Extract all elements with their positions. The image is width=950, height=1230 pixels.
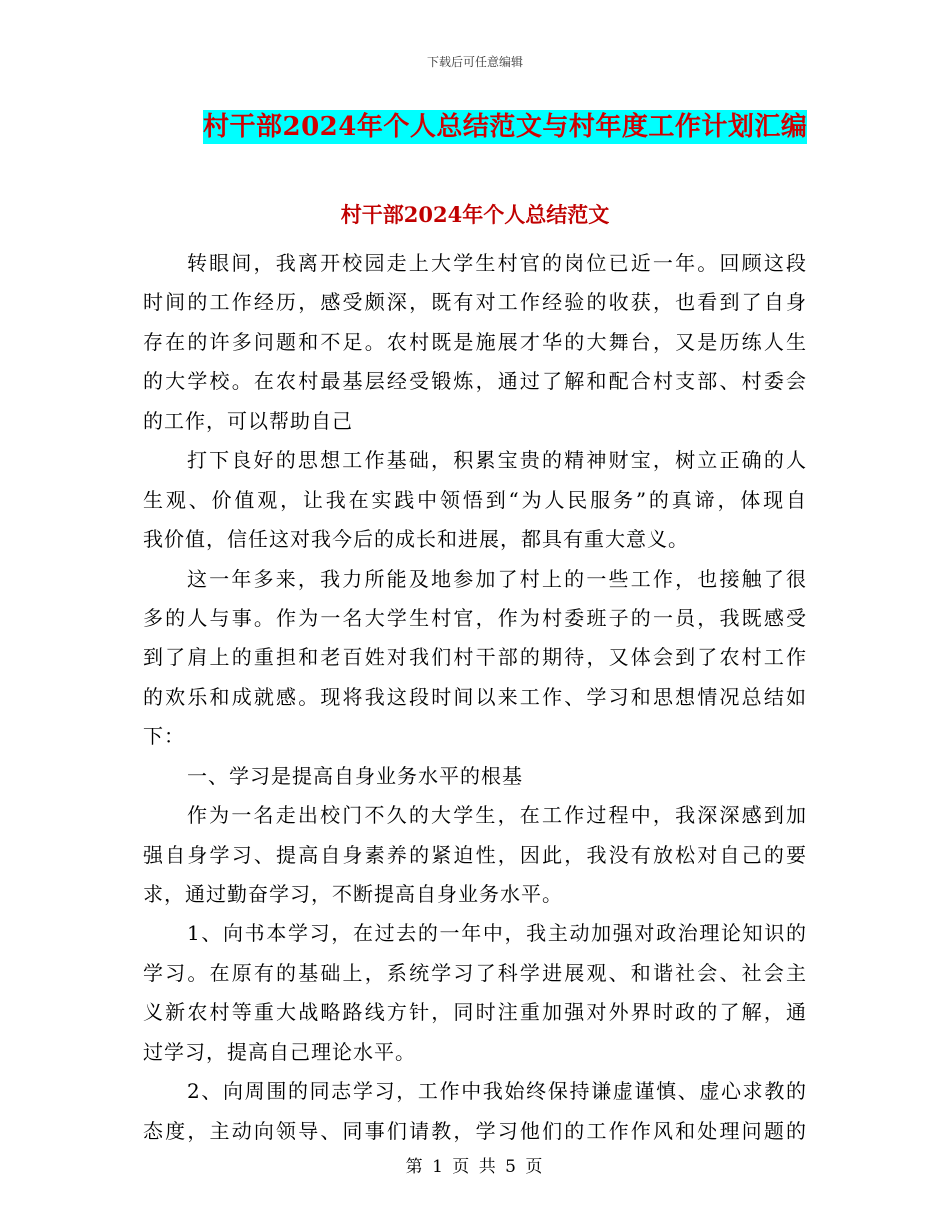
body-text xyxy=(143,244,807,1151)
body-line: 一、学习是提高自身业务水平的根基 xyxy=(187,763,523,788)
body-line: 打下良好的思想工作基础，积累宝贵的精神财宝，树立正确的人 xyxy=(187,448,807,473)
body-line: 过学习，提高自己理论水平。 xyxy=(143,1039,416,1064)
body-line: 转眼间，我离开校园走上大学生村官的岗位已近一年。回顾这段 xyxy=(187,251,807,275)
body-line: 存在的许多问题和不足。农村既是施展才华的大舞台，又是历练人生 xyxy=(143,329,807,354)
body-line: 这一年多来，我力所能及地参加了村上的一些工作，也接触了很 xyxy=(187,566,807,591)
body-line: 多的人与事。作为一名大学生村官，作为村委班子的一员，我既感受 xyxy=(143,605,807,630)
main-title-container xyxy=(203,110,807,144)
body-line: 作为一名走出校门不久的大学生，在工作过程中，我深深感到加 xyxy=(187,803,807,828)
page-footer: 第 1 页 共 5 页 xyxy=(405,1157,545,1177)
body-line: 态度，主动向领导、同事们请教，学习他们的工作作风和处理问题的 xyxy=(143,1118,807,1143)
body-line: 我价值，信任这对我今后的成长和进展，都具有重大意义。 xyxy=(143,527,689,552)
body-line: 生观、价值观，让我在实践中领悟到“为人民服务”的真谛，体现自 xyxy=(143,487,807,512)
body-line: 1、向书本学习，在过去的一年中，我主动加强对政治理论知识的 xyxy=(187,921,807,946)
body-line: 义新农村等重大战略路线方针，同时注重加强对外界时政的了解，通 xyxy=(143,1000,807,1025)
body-line: 的大学校。在农村最基层经受锻炼，通过了解和配合村支部、村委会 xyxy=(143,369,807,394)
body-line: 到了肩上的重担和老百姓对我们村干部的期待，又体会到了农村工作 xyxy=(143,645,807,670)
section-title: 村干部2024年个人总结范文 xyxy=(340,202,610,227)
body-line: 的工作，可以帮助自己 xyxy=(143,408,353,433)
body-line: 强自身学习、提高自身素养的紧迫性，因此，我没有放松对自己的要 xyxy=(143,842,807,867)
header-note: 下载后可任意编辑 xyxy=(426,55,523,69)
main-title: 村干部2024年个人总结范文与村年度工作计划汇编 xyxy=(203,112,808,142)
body-line: 时间的工作经历，感受颇深，既有对工作经验的收获，也看到了自身 xyxy=(143,290,807,315)
body-line: 下： xyxy=(143,724,185,749)
body-line: 求，通过勤奋学习，不断提高自身业务水平。 xyxy=(143,882,563,906)
body-line: 学习。在原有的基础上，系统学习了科学进展观、和谐社会、社会主 xyxy=(143,960,807,985)
body-line: 2、向周围的同志学习，工作中我始终保持谦虚谨慎、虚心求教的 xyxy=(187,1079,807,1104)
body-line: 的欢乐和成就感。现将我这段时间以来工作、学习和思想情况总结如 xyxy=(143,684,807,709)
